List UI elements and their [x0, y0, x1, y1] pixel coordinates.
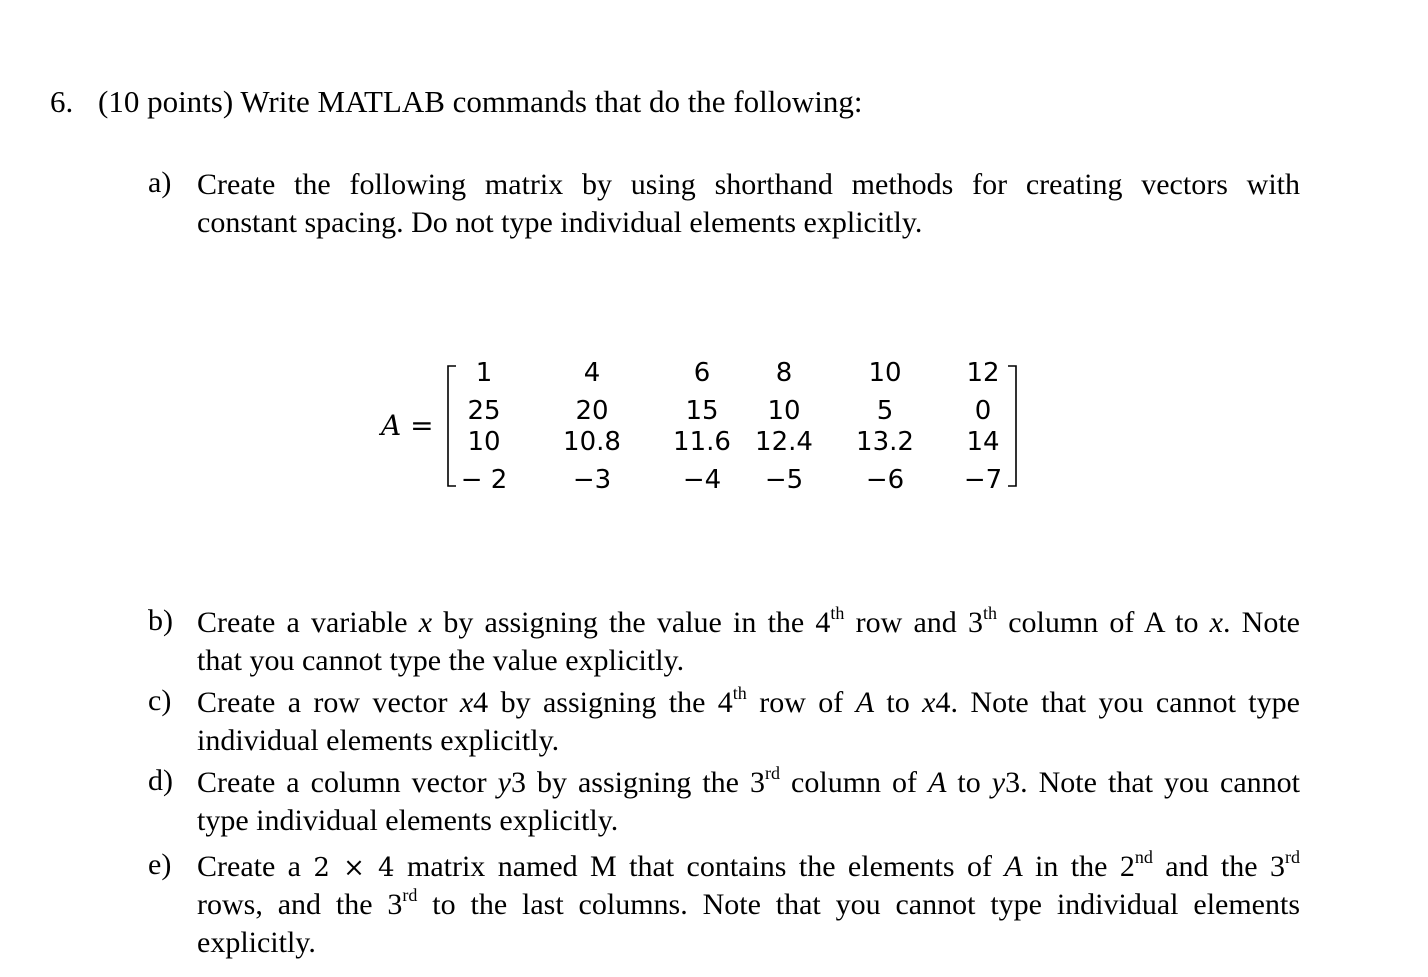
part-d-line2: type individual elements explicitly.	[197, 804, 619, 837]
matrix-cell: 6	[693, 358, 711, 388]
matrix-cell: 12.4	[755, 427, 813, 457]
part-a-label: a)	[148, 166, 172, 199]
matrix-cell: −3	[572, 465, 612, 495]
part-a-line1: Create the following matrix by using shorthand methods for creating vectors with	[197, 168, 1300, 201]
matrix-cell: 11.6	[673, 427, 731, 457]
matrix-cell: − 2	[460, 465, 508, 495]
matrix-cell: −7	[963, 465, 1003, 495]
part-e-label: e)	[148, 848, 172, 881]
matrix-cell: 10	[467, 427, 501, 457]
part-c-label: c)	[148, 684, 172, 717]
part-e-line3: explicitly.	[197, 926, 316, 959]
matrix-cell: 0	[974, 396, 992, 426]
part-d-label: d)	[148, 764, 173, 797]
matrix-cell: 12	[966, 358, 1000, 388]
question-header	[50, 84, 862, 120]
part-d-line1: Create a column vector y3 by assigning the 3rd column of A to y3. Note that you cannot	[197, 763, 1300, 799]
matrix-cell: 5	[876, 396, 894, 426]
question-title: (10 points) Write MATLAB commands that do the following:	[98, 84, 863, 119]
matrix-cell: 15	[685, 396, 719, 426]
part-b-label: b)	[148, 604, 173, 637]
part-c-line1: Create a row vector x4 by assigning the 4th row of A to x4. Note that you cannot type	[197, 683, 1300, 719]
matrix-cell: −4	[682, 465, 722, 495]
matrix-cell: 1	[475, 358, 493, 388]
matrix-cell: 4	[583, 358, 601, 388]
matrix-cell: 25	[467, 396, 501, 426]
matrix-cell: 8	[775, 358, 793, 388]
matrix-label: A =	[381, 409, 434, 442]
matrix-cell: 20	[575, 396, 609, 426]
part-e-line1: Create a 2 × 4 matrix named M that contains the elements of A in the 2nd and the 3rd	[197, 847, 1300, 883]
part-e-line2: rows, and the 3rd to the last columns. Note that you cannot type individual elements	[197, 885, 1301, 921]
part-b-line2: that you cannot type the value explicitly.	[197, 644, 685, 677]
matrix-cell: 13.2	[856, 427, 914, 457]
question-number: 6.	[50, 84, 74, 119]
matrix-cell: −6	[865, 465, 905, 495]
matrix-cell: 14	[966, 427, 1000, 457]
part-b-line1: Create a variable x by assigning the value in the 4th row and 3th column of A to x. Note	[197, 603, 1300, 639]
part-a-line2: constant spacing. Do not type individual elements explicitly.	[197, 206, 923, 239]
part-c-line2: individual elements explicitly.	[197, 724, 560, 757]
matrix-cell: 10.8	[563, 427, 621, 457]
matrix-cell: −5	[764, 465, 804, 495]
matrix-cell: 10	[767, 396, 801, 426]
matrix-cell: 10	[868, 358, 902, 388]
